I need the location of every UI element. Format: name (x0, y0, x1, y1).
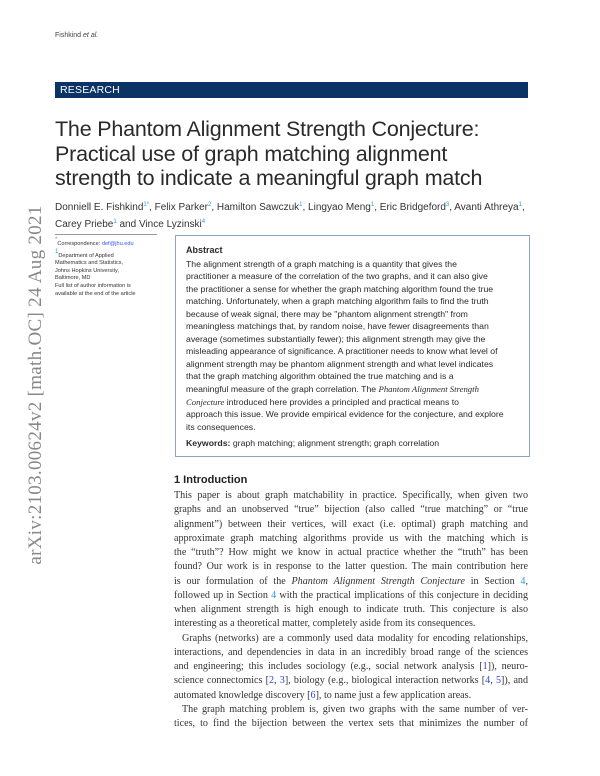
body-line (174, 646, 528, 660)
abstract-line (186, 345, 519, 358)
affiliation-line: Mathematics and Statistics, (55, 260, 124, 267)
keywords-text: graph matching; alignment strength; graph correlation (232, 438, 440, 449)
body-line (174, 632, 528, 646)
abstract-text-segment: meaningful measure of the graph correlation. The (186, 384, 379, 395)
abstract-text-segment: approach this issue. We provide empirical evidence for the conjecture, and explore (186, 409, 504, 420)
affiliation-line: Department of Applied (58, 252, 114, 259)
abstract-text-segment: The alignment strength of a graph matching is a quantity that gives the (186, 258, 457, 269)
abstract-line (186, 421, 519, 434)
abstract-line (186, 320, 519, 333)
author-name: Felix Parker (154, 202, 208, 213)
email-link[interactable]: def@jhu.edu (101, 241, 134, 247)
abstract-box (175, 235, 530, 457)
emphasis-text: Phantom Alignment Strength Conjecture (291, 575, 465, 587)
introduction-body (174, 489, 528, 731)
author-name: Hamilton Sawczuk (216, 202, 300, 213)
body-line (174, 518, 528, 532)
abstract-text-segment: the practitioner a sense for whether the graph matching algorithm found the true (186, 283, 494, 294)
citation-link[interactable]: 1 (482, 661, 488, 672)
section-bar: RESEARCH (55, 82, 528, 98)
body-text: , (274, 675, 280, 687)
abstract-text-segment: meaningless matchings that, by random noise, have fewer disagreements than (186, 321, 489, 332)
body-text: with the practical implications of this conjecture in deciding (276, 589, 528, 601)
abstract-line (186, 408, 519, 421)
author-notes: *Correspondence: def@jhu.edu $^1$Department of Applied Mathematics and Statistics, Johns Hopkins University, Baltimore, MD Full list of author information is available at the end of the article (55, 234, 157, 298)
body-line (174, 589, 528, 603)
affiliation-line: Baltimore, MD (55, 275, 91, 282)
body-line (174, 503, 528, 517)
title-line: The Phantom Alignment Strength Conjecture: (55, 117, 480, 141)
body-text: ], biology (e.g., biological interaction networks [ (284, 675, 486, 687)
affiliation-line: Johns Hopkins University, (55, 267, 119, 274)
author-name: Carey Priebe (55, 219, 114, 230)
correspondence-label: Correspondence: (57, 241, 101, 247)
body-line (174, 546, 528, 560)
body-text: This paper is about graph matchability in practice. Specifically, when given two (174, 490, 528, 501)
body-text: science connectomics [ (174, 675, 269, 687)
author-list: Donniell E. Fishkind$^{1*}$, Felix Parker$^2$, Hamilton Sawczuk$^1$, Lingyao Meng$^1$, Eric Bridgeford$^3$, Avanti Athreya$^1$, Carey Priebe$^1$ and Vince Lyzinski$^4$ (55, 202, 525, 230)
citation-link[interactable]: 6 (310, 689, 316, 701)
citation-link[interactable]: 3 (279, 675, 285, 687)
body-text: ]), neuro- (487, 661, 528, 672)
body-text: Graphs (networks) are a commonly used data modality for encoding relationships, (182, 632, 528, 644)
full-list-note: available at the end of the article (55, 290, 136, 297)
body-line (174, 560, 528, 574)
body-text: interesting as a theoretical matter, completely aside from its consequences. (174, 618, 476, 630)
body-text: in Section (464, 575, 521, 587)
title-line: Practical use of graph matching alignment (55, 141, 448, 166)
abstract-line (186, 370, 519, 383)
affiliation-marker[interactable]: 1* (143, 202, 150, 208)
body-line (174, 717, 528, 731)
abstract-line (186, 270, 519, 283)
abstract-line (186, 283, 519, 296)
body-text: and engineering; this includes sociology (e.g., social network analysis [ (174, 661, 483, 672)
author-name: Donniell E. Fishkind (55, 202, 144, 213)
body-line (174, 603, 528, 617)
abstract-line (186, 308, 519, 321)
abstract-text-segment: average (sometimes substantially fewer); this alignment strength may give the (186, 333, 486, 344)
affiliation-marker[interactable]: 3 (445, 202, 450, 208)
abstract-text-segment: practitioner a measure of the correlation of the two graphs, and it can also give (186, 271, 488, 282)
affiliation-marker[interactable]: 1 (370, 202, 375, 208)
arxiv-margin (0, 0, 60, 776)
keywords-label: Keywords: (186, 438, 231, 449)
title-line: strength to indicate a meaningful graph match (55, 166, 483, 190)
body-text: , (490, 675, 496, 687)
citation-link[interactable]: 4 (485, 675, 491, 687)
citation-link[interactable]: 2 (268, 675, 275, 687)
abstract-line (186, 383, 519, 396)
affiliation-marker[interactable]: 2 (207, 202, 212, 208)
section-link[interactable]: 4 (271, 589, 277, 601)
full-list-note: Full list of author information is (55, 282, 131, 289)
author-name: Eric Bridgeford (379, 202, 446, 213)
abstract-emphasis: Phantom Alignment Strength (378, 384, 479, 395)
body-text: interactions, and dependencies in data in an incredibly broad range of the sciences (174, 646, 528, 658)
body-text: automated knowledge discovery [ (174, 689, 311, 701)
body-line (174, 489, 528, 503)
abstract-text-segment: misleading appearance of significance. A practitioner needs to know what level of (186, 346, 498, 357)
abstract-line (186, 295, 519, 308)
abstract-text (186, 258, 519, 434)
abstract-text-segment: its consequences. (186, 421, 256, 432)
body-line (174, 674, 528, 688)
abstract-text-segment: because of weak signal, there may be "phantom alignment strength" from (186, 308, 468, 319)
abstract-line (186, 358, 519, 371)
abstract-text-segment: matching. Unfortunately, when a graph matching algorithm fails to find the truth (186, 296, 489, 307)
abstract-line (186, 333, 519, 346)
body-text: The graph matching problem is, given two graphs with the same number of ver- (182, 703, 528, 715)
body-line (174, 617, 528, 631)
paper-title (55, 117, 482, 191)
running-header-etal: et al. (83, 32, 99, 39)
abstract-emphasis: Conjecture (186, 396, 225, 407)
citation-link[interactable]: 5 (495, 675, 501, 687)
body-line (174, 575, 528, 589)
body-line (174, 689, 528, 703)
abstract-text-segment: introduced here provides a principled and practical means to (224, 396, 459, 407)
author-name: Avanti Athreya (454, 202, 519, 213)
body-text: followed up in Section (174, 589, 272, 601)
affiliation-marker[interactable]: 1 (113, 219, 117, 225)
body-text: ]), and (500, 675, 529, 687)
affiliation-marker[interactable]: 1 (299, 202, 303, 208)
section-link[interactable]: 4 (520, 575, 526, 587)
body-text: tices, to find the bijection between the vertex sets that minimizes the number of (174, 718, 528, 729)
body-text: found? Our work is in response to the latter question. The main contribution here (174, 561, 528, 573)
running-header-author: Fishkind (55, 32, 82, 39)
body-line (174, 703, 528, 717)
abstract-text-segment: alignment strength may be phantom alignment strength and what level indicates (186, 358, 494, 369)
author-name: Lingyao Meng (308, 202, 371, 213)
keywords (186, 437, 519, 450)
section-heading-introduction: 1 Introduction (174, 474, 248, 486)
body-text: alignment”) between their vertices, will exact (i.e. optimal) graph matching and (174, 518, 528, 530)
body-text: , (525, 575, 528, 587)
author-name: Vince Lyzinski (138, 219, 202, 230)
affiliation-marker[interactable]: 4 (201, 219, 206, 225)
abstract-line (186, 258, 519, 271)
body-text: the “truth”? How might we know in actual practice whether the “truth” has been (174, 547, 528, 558)
body-text: graphs and an unobserved “true” bijection (also called “true matching” or “true (174, 504, 528, 516)
body-text: is our formulation of the (174, 575, 292, 587)
body-text: ], to name just a few application areas. (315, 689, 472, 701)
affiliation-marker[interactable]: 1 (518, 202, 522, 208)
body-line (174, 532, 528, 546)
abstract-line (186, 396, 519, 409)
abstract-heading: Abstract (186, 245, 223, 255)
body-text: when alignment strength is high enough to indicate truth. This conjecture is also (174, 604, 528, 615)
body-text: approximate graph matching algorithms provide us with the matching which is (174, 532, 528, 544)
body-line (174, 660, 528, 674)
running-header (55, 32, 98, 39)
abstract-text-segment: that the graph matching algorithm obtained the true matching and is a (186, 371, 454, 382)
arxiv-stamp: arXiv:2103.00624v2 [math.OC] 24 Aug 2021 (25, 205, 46, 565)
